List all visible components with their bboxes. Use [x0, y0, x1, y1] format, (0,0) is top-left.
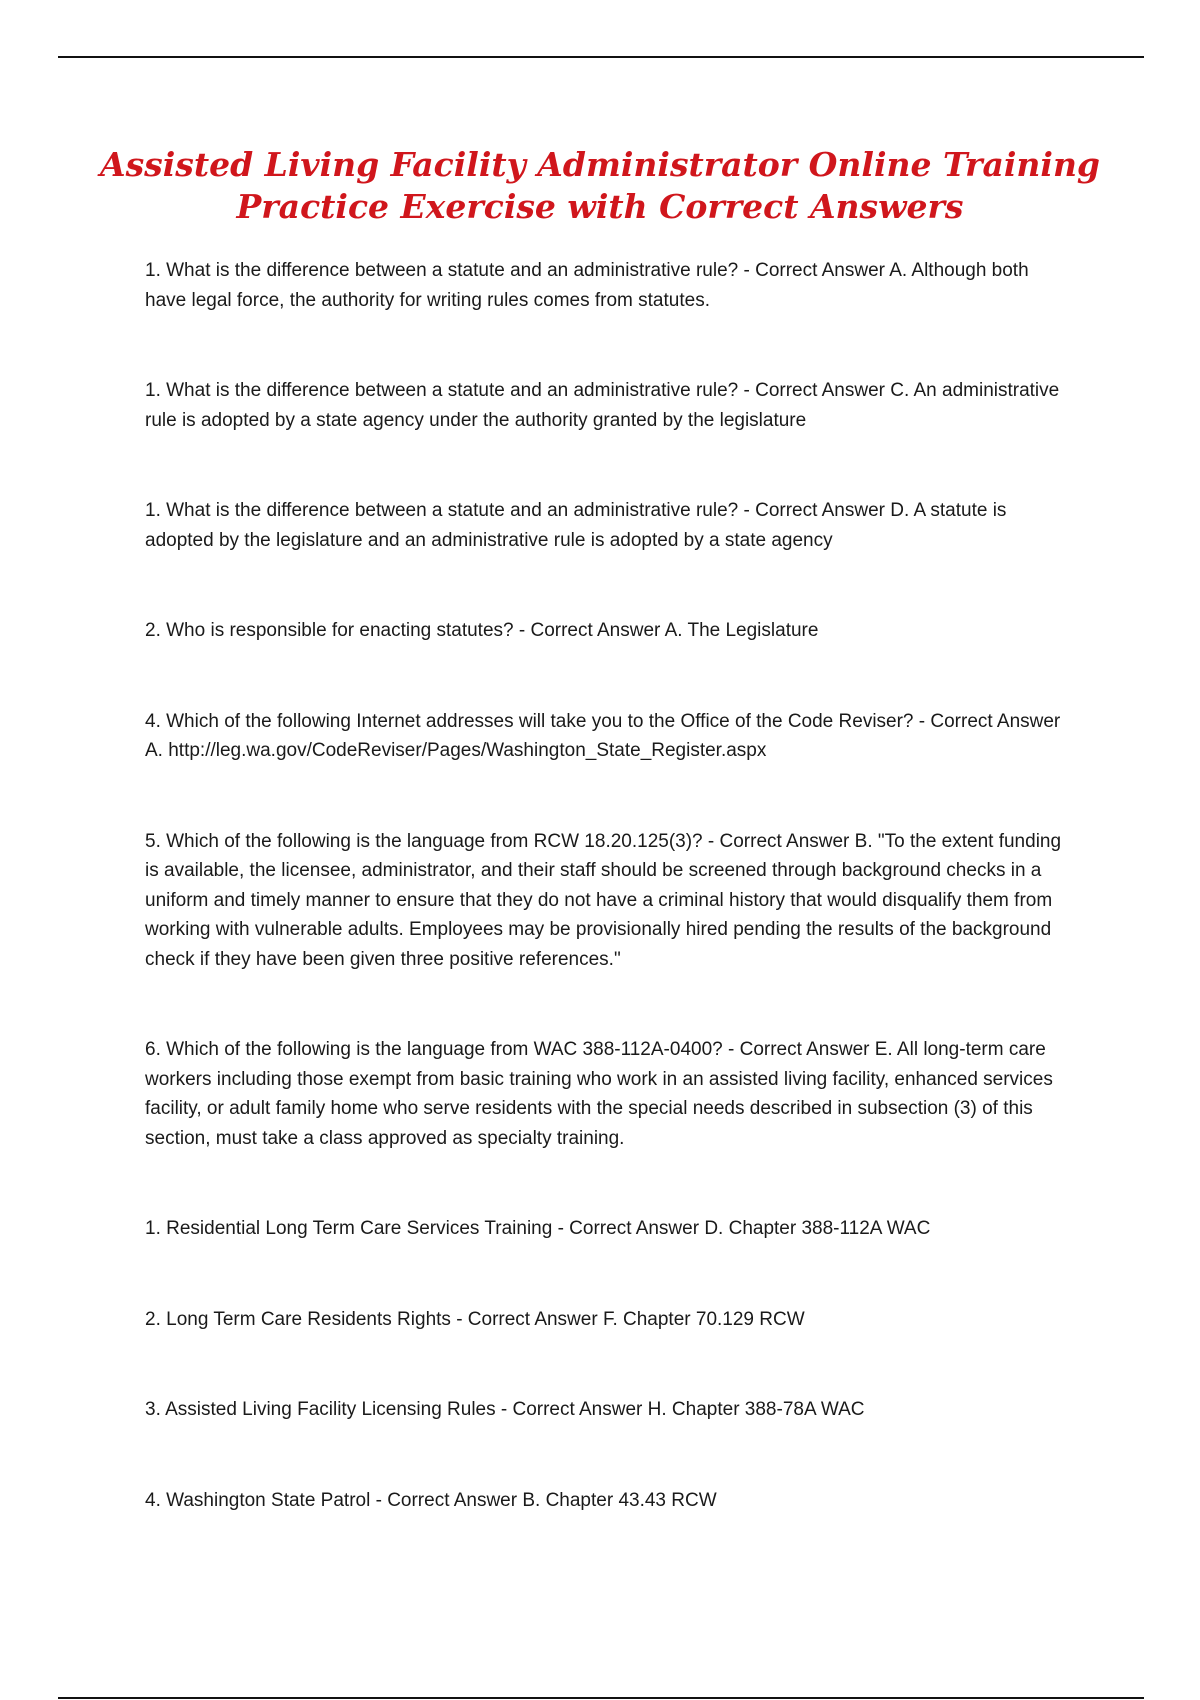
qa-list	[145, 256, 1065, 1515]
qa-entry: 6. Which of the following is the language from WAC 388-112A-0400? - Correct Answer E. All long-term care workers including those exempt from basic training who work in an assisted living facility, enhanced services facility, or adult family home who serve residents with the special needs described in subsection (3) of this section, must take a class approved as specialty training.	[145, 1039, 1053, 1149]
qa-entry: 1. What is the difference between a statute and an administrative rule? - Correct Answer C. An administrative rule is adopted by a state agency under the authority granted by the legislature	[145, 380, 1060, 431]
qa-entry: 5. Which of the following is the language from RCW 18.20.125(3)? - Correct Answer B. "To the extent funding is available, the licensee, administrator, and their staff should be screened through background checks in a uniform and timely manner to ensure that they do not have a criminal history that would disqualify them from working with vulnerable adults. Employees may be provisionally hired pending the results of the background check if they have been given three positive references."	[145, 830, 1062, 970]
top-rule	[58, 56, 1144, 58]
qa-entry: 4. Which of the following Internet addresses will take you to the Office of the Code Reviser? - Correct Answer A. http://leg.wa.gov/CodeReviser/Pages/Washington_State_Register.aspx	[145, 710, 1061, 761]
bottom-rule	[58, 1697, 1144, 1699]
qa-entry: 2. Who is responsible for enacting statutes? - Correct Answer A. The Legislature	[145, 620, 819, 641]
qa-entry: 1. Residential Long Term Care Services Training - Correct Answer D. Chapter 388-112A WAC	[145, 1218, 931, 1239]
qa-entry: 4. Washington State Patrol - Correct Answer B. Chapter 43.43 RCW	[145, 1489, 717, 1511]
qa-entry: 1. What is the difference between a statute and an administrative rule? - Correct Answer D. A statute is adopted by the legislature and an administrative rule is adopted by a state agency	[145, 500, 1007, 551]
document-title	[0, 144, 1200, 228]
qa-entry: 3. Assisted Living Facility Licensing Rules - Correct Answer H. Chapter 388-78A WAC	[145, 1399, 865, 1420]
title-line-2: Practice Exercise with Correct Answers	[236, 187, 964, 226]
qa-entry: 1. What is the difference between a statute and an administrative rule? - Correct Answer A. Although both have legal force, the authority for writing rules comes from statutes.	[145, 260, 1029, 311]
title-line-1: Assisted Living Facility Administrator Online Training	[99, 145, 1101, 184]
qa-entry: 2. Long Term Care Residents Rights - Correct Answer F. Chapter 70.129 RCW	[145, 1308, 805, 1330]
